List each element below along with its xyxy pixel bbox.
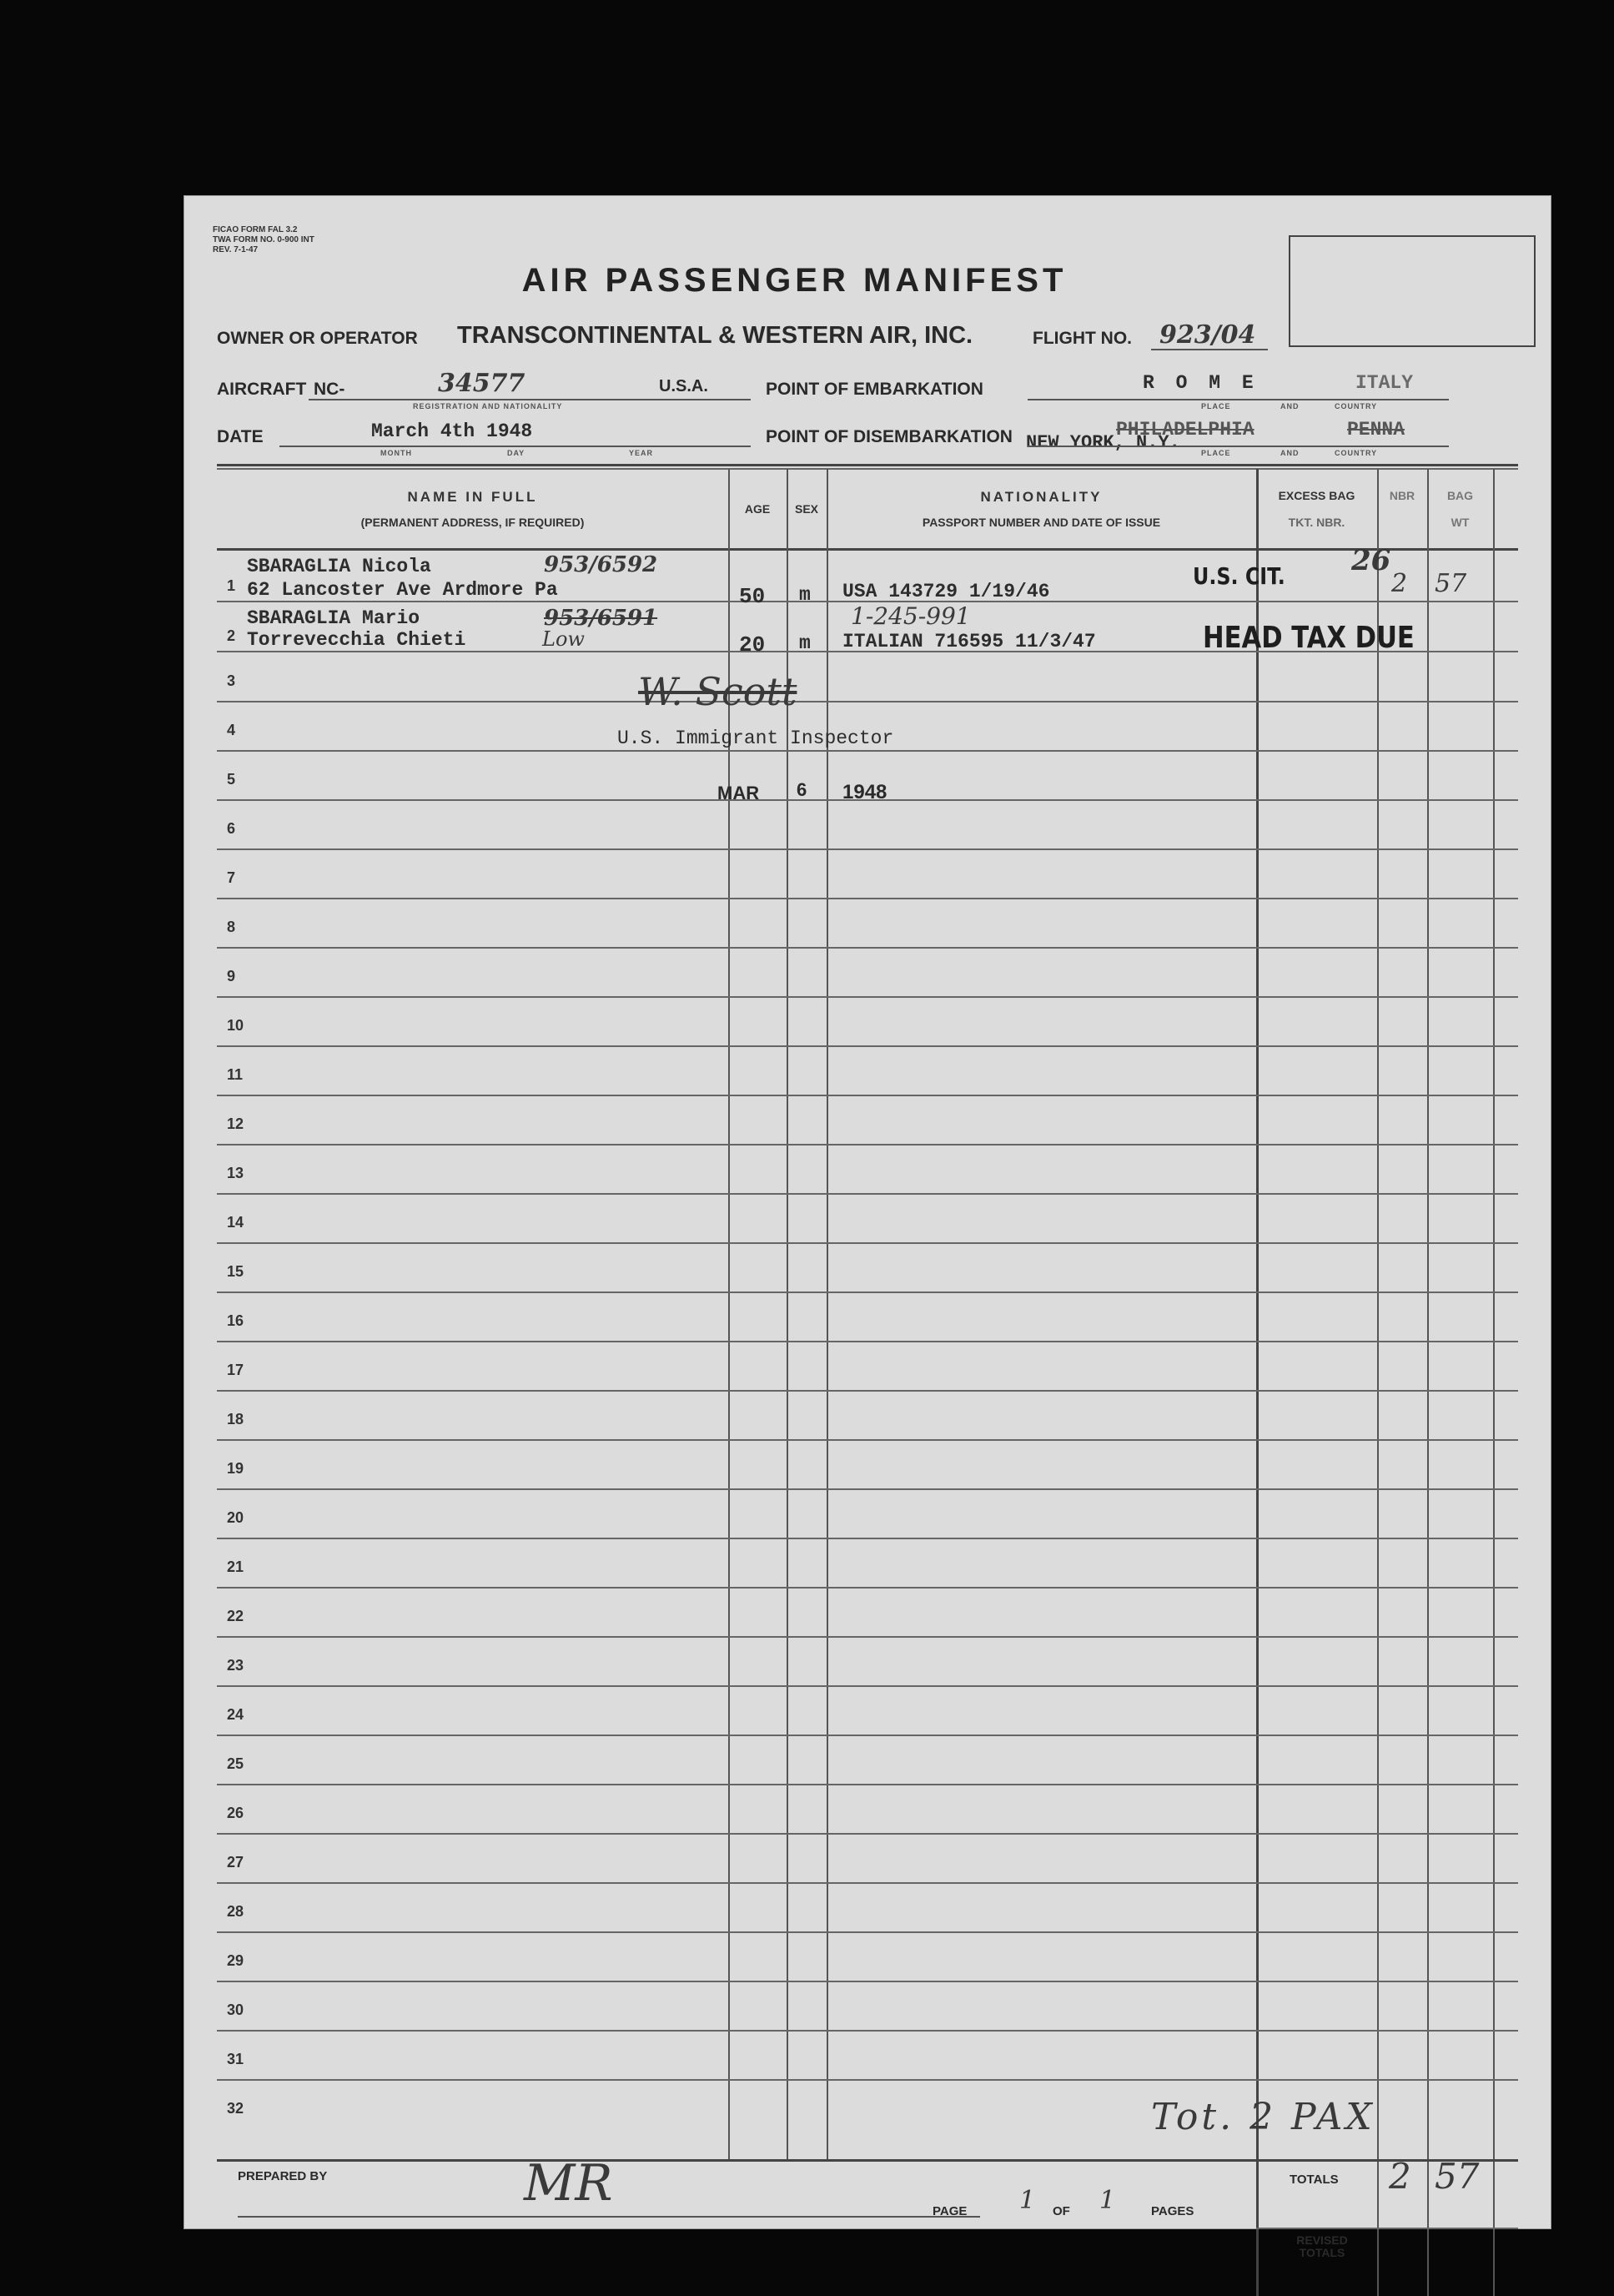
prepared-by-label: PREPARED BY [238,2169,328,2183]
inspection-stamp-day: 6 [797,779,807,800]
disembarkation-sub-and: AND [1280,449,1300,457]
col-sex-header: SEX [794,502,818,516]
aircraft-label: AIRCRAFT [217,380,307,399]
totals-bags: 2 [1389,2156,1411,2197]
passenger-2-age-note: Low [542,627,585,651]
col-age-header: AGE [744,502,771,516]
owner-label: OWNER OR OPERATOR [217,329,418,348]
passenger-1-nationality: USA 143729 1/19/46 [842,581,1050,602]
col-bag-header: BAG [1446,489,1474,502]
embarkation-sub-and: AND [1280,402,1300,410]
embarkation-country: ITALY [1355,372,1414,394]
row-number: 9 [227,968,236,984]
row-number: 24 [227,1706,244,1723]
col-wt-header: WT [1451,516,1470,529]
passenger-1-weight: 57 [1435,569,1467,598]
row-number: 12 [227,1115,244,1132]
passenger-1-file-number: 953/6592 [544,552,658,577]
flight-number: 923/04 [1159,320,1256,350]
passenger-1-citizen-stamp: U.S. CIT. [1193,562,1285,590]
passenger-2-address: Torrevecchia Chieti [247,629,466,651]
date-value: March 4th 1948 [371,420,533,442]
inspector-title: U.S. Immigrant Inspector [617,728,894,749]
row-number: 22 [227,1608,244,1624]
row-number: 3 [227,672,236,689]
passenger-1-ticket: 26 [1351,544,1391,577]
row-number: 1 [227,577,236,594]
row-number: 11 [227,1066,244,1083]
row-number: 15 [227,1263,244,1280]
passenger-2-file-number: 953/6591 [544,606,658,631]
aircraft-country: U.S.A. [659,377,708,395]
flight-label: FLIGHT NO. [1033,329,1132,348]
inspection-stamp-month: MAR [717,783,760,803]
passenger-2-sex: m [799,632,811,654]
passenger-1-sex: m [799,584,811,606]
row-number: 13 [227,1165,244,1181]
row-number: 20 [227,1509,244,1526]
inspection-stamp-year: 1948 [842,781,887,803]
row-number: 29 [227,1952,244,1969]
total-passengers-note: Tot. 2 PAX [1151,2096,1375,2138]
row-number: 6 [227,820,236,837]
row-number: 16 [227,1312,244,1329]
row-number: 4 [227,722,236,738]
passenger-1-bags: 2 [1391,569,1408,598]
passenger-1-age: 50 [739,584,766,609]
col-ticket-header: TKT. NBR. [1288,516,1345,529]
col-excess-bag-header: EXCESS BAG [1278,489,1355,502]
revised-totals-label: REVISED TOTALS [1296,2233,1348,2259]
form-identifier: FICAO FORM FAL 3.2 TWA FORM NO. 0-900 INT REV. 7-1-47 [213,225,314,254]
embarkation-sub-place: PLACE [1201,402,1231,410]
row-number: 25 [227,1755,244,1772]
registration-sublabel: REGISTRATION AND NATIONALITY [413,402,563,410]
pages-label: PAGES [1151,2204,1194,2218]
row-number: 5 [227,771,236,788]
col-nationality-subheader: PASSPORT NUMBER AND DATE OF ISSUE [922,516,1161,529]
row-number: 26 [227,1805,244,1821]
stamp-box [1289,235,1536,347]
row-number: 18 [227,1411,244,1427]
inspector-signature: W. Scott [638,669,797,714]
aircraft-prefix: NC- [314,380,345,399]
row-number: 14 [227,1214,244,1231]
manifest-sheet [184,195,1551,2259]
date-sub-year: YEAR [629,449,654,457]
embarkation-place: R O M E [1143,372,1259,394]
disembarkation-struck-place: PHILADELPHIA [1116,419,1254,441]
row-number: 27 [227,1854,244,1871]
row-number: 21 [227,1558,244,1575]
passenger-1-name: SBARAGLIA Nicola [247,556,431,577]
total-pages: 1 [1099,2186,1116,2215]
disembarkation-typed-place: NEW YORK, N.Y. [1026,432,1180,453]
passenger-1-address: 62 Lancoster Ave Ardmore Pa [247,579,558,601]
embarkation-sub-country: COUNTRY [1335,402,1378,410]
col-name-subheader: (PERMANENT ADDRESS, IF REQUIRED) [360,516,585,529]
date-sub-month: MONTH [380,449,412,457]
col-nationality-header: NATIONALITY [980,489,1103,505]
passenger-2-age: 20 [739,632,766,657]
col-nbr-header: NBR [1389,489,1415,502]
of-label: OF [1053,2204,1070,2218]
page-number: 1 [1019,2186,1036,2215]
passenger-2-alien-number: 1-245-991 [851,602,971,630]
preparer-signature: MR [524,2154,613,2213]
row-number: 10 [227,1017,244,1034]
aircraft-number: 34577 [438,369,525,398]
embarkation-label: POINT OF EMBARKATION [766,380,983,399]
date-label: DATE [217,427,264,446]
disembarkation-sub-country: COUNTRY [1335,449,1378,457]
totals-label: TOTALS [1290,2173,1339,2187]
row-number: 30 [227,2001,244,2018]
totals-weight: 57 [1435,2156,1480,2197]
row-number: 23 [227,1657,244,1674]
row-number: 31 [227,2051,244,2067]
passenger-2-head-tax-stamp: HEAD TAX DUE [1203,621,1415,655]
passenger-2-name: SBARAGLIA Mario [247,607,420,629]
row-number: 2 [227,627,236,644]
col-name-header: NAME IN FULL [407,489,538,505]
row-number: 19 [227,1460,244,1477]
owner-value: TRANSCONTINENTAL & WESTERN AIR, INC. [457,322,973,349]
disembarkation-struck-state: PENNA [1347,419,1405,441]
row-number: 7 [227,869,236,886]
date-sub-day: DAY [507,449,525,457]
disembarkation-label: POINT OF DISEMBARKATION [766,427,1013,446]
page-label: PAGE [933,2204,968,2218]
row-number: 17 [227,1362,244,1378]
row-number: 8 [227,919,236,935]
row-number: 32 [227,2100,244,2117]
passenger-2-nationality: ITALIAN 716595 11/3/47 [842,631,1096,652]
page-title: AIR PASSENGER MANIFEST [521,262,1068,299]
row-number: 28 [227,1903,244,1920]
disembarkation-sub-place: PLACE [1201,449,1231,457]
